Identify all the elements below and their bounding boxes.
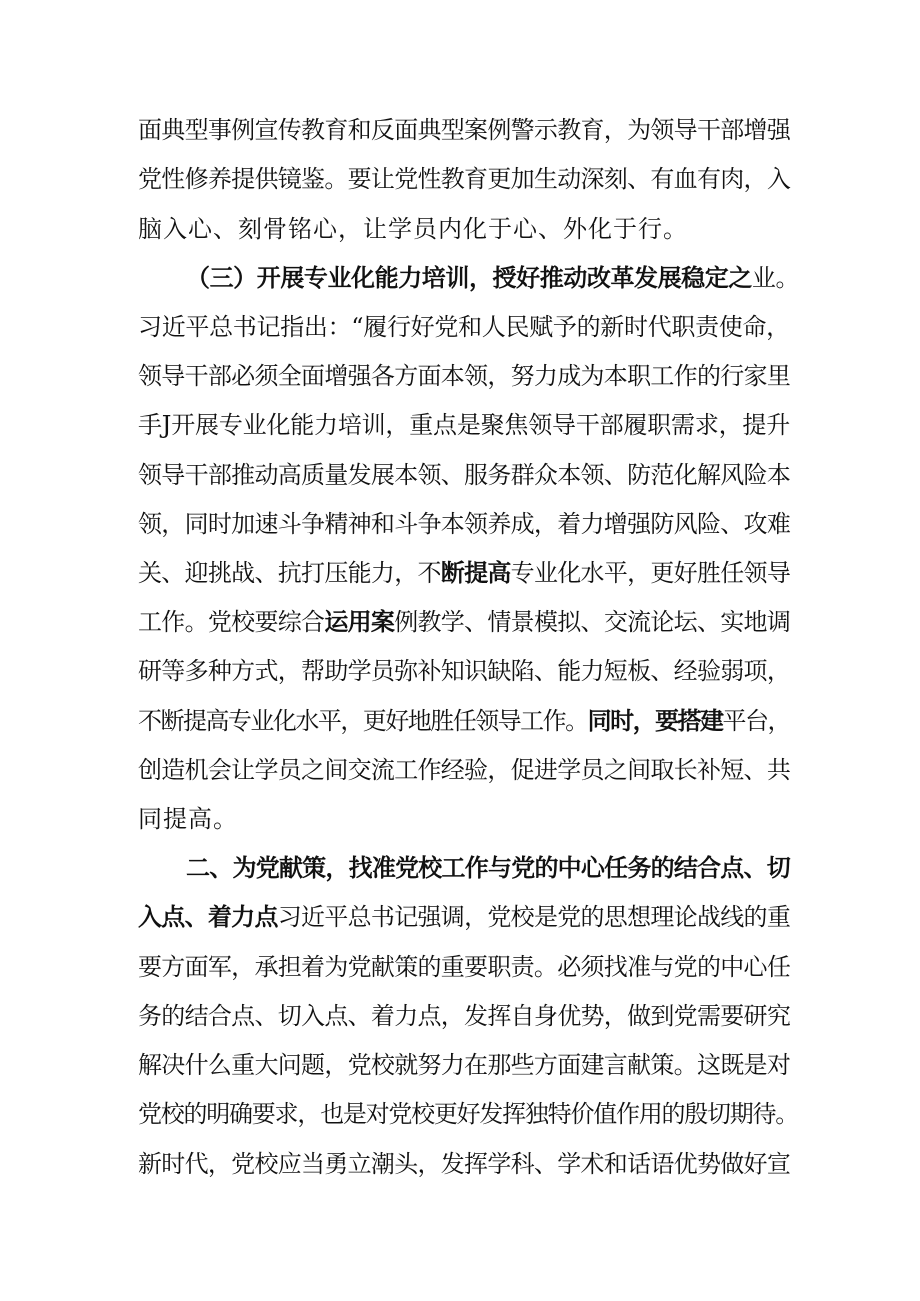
text-run: 党校的明确要求，也是对党校更好发挥独特价值作用的殷切期待。	[138, 1100, 799, 1128]
text-line	[138, 456, 790, 494]
text-run: 习近平总书记指出：“履行好党和人民赋予的新时代职责使命，	[138, 313, 790, 341]
text-line	[138, 1046, 790, 1084]
text-run: 务的结合点、切入点、着力点，发挥自身优势，做到党需要研究	[138, 1002, 791, 1030]
text-run: 习近平总书记强调，党校是党的思想理论战线的重	[277, 903, 791, 931]
text-line	[138, 406, 790, 444]
text-line	[138, 308, 790, 346]
text-run: 研等多种方式，帮助学员弥补知识缺陷、能力短板、经验弱项，	[138, 657, 791, 685]
text-run: 领导干部必须全面增强各方面本领，努力成为本职工作的行家里	[138, 362, 791, 390]
text-run: 业。	[751, 264, 800, 292]
text-run: 专业化水平，更好胜任领导	[510, 559, 791, 587]
section-heading-line	[186, 849, 790, 887]
text-run: 同提高。	[138, 805, 238, 833]
text-line	[138, 603, 790, 641]
text-run: 例教学、情景模拟、交流论坛、实地调	[394, 608, 791, 636]
text-line	[138, 652, 790, 690]
text-line	[138, 1095, 798, 1133]
text-run-bold: 运用案	[324, 607, 395, 636]
section-heading: （三）开展专业化能力培训，授好推动改革发展稳定之	[186, 263, 752, 292]
section-heading: 二、为党献策，找准党校工作与党的中心任务的结合点、切	[186, 853, 790, 882]
text-run: 关、迎挑战、抗打压能力，不	[138, 559, 441, 587]
text-line	[138, 702, 790, 740]
text-run: 党性修养提供镜鉴。要让党性教育更加生动深刻、有血有肉，入	[138, 165, 791, 193]
text-run: 领导干部推动高质量发展本领、服务群众本领、防范化解风险本	[138, 461, 791, 489]
text-run: 脑入心、刻骨铭心，让学员内化于心、外化于行。	[138, 215, 688, 243]
text-run: 工作。党校要综合	[138, 608, 325, 636]
section-heading-line	[186, 259, 799, 297]
text-line	[138, 948, 790, 986]
text-run: 要方面军，承担着为党献策的重要职责。必须找准与党的中心任	[138, 953, 791, 981]
section-heading-continued: 入点、着力点	[138, 902, 278, 931]
text-line	[138, 898, 790, 936]
text-line	[138, 800, 238, 838]
text-line	[138, 160, 790, 198]
text-line	[138, 505, 790, 543]
text-line	[138, 997, 790, 1035]
text-line	[138, 357, 790, 395]
text-run: 不断提高专业化水平，更好地胜任领导工作。	[138, 707, 588, 735]
text-run: 新时代，党校应当勇立潮头，发挥学科、学术和话语优势做好宣	[138, 1150, 791, 1178]
text-line	[138, 554, 790, 592]
text-line	[138, 1145, 790, 1183]
text-run-bold: 断提高	[440, 558, 511, 587]
text-run: 手J开展专业化能力培训，重点是聚焦领导干部履职需求，提升	[138, 411, 791, 439]
text-run: 领，同时加速斗争精神和斗争本领养成，着力增强防风险、攻难	[138, 510, 791, 538]
text-run: 创造机会让学员之间交流工作经验，促进学员之间取长补短、共	[138, 756, 791, 784]
text-run-bold: 同时，要搭建	[587, 706, 723, 735]
text-line	[138, 111, 790, 149]
text-run: 平台，	[722, 707, 790, 735]
text-run: 解决什么重大问题，党校就努力在那些方面建言献策。这既是对	[138, 1051, 791, 1079]
text-line	[138, 210, 688, 248]
text-run: 面典型事例宣传教育和反面典型案例警示教育，为领导干部增强	[138, 116, 791, 144]
text-line	[138, 751, 790, 789]
